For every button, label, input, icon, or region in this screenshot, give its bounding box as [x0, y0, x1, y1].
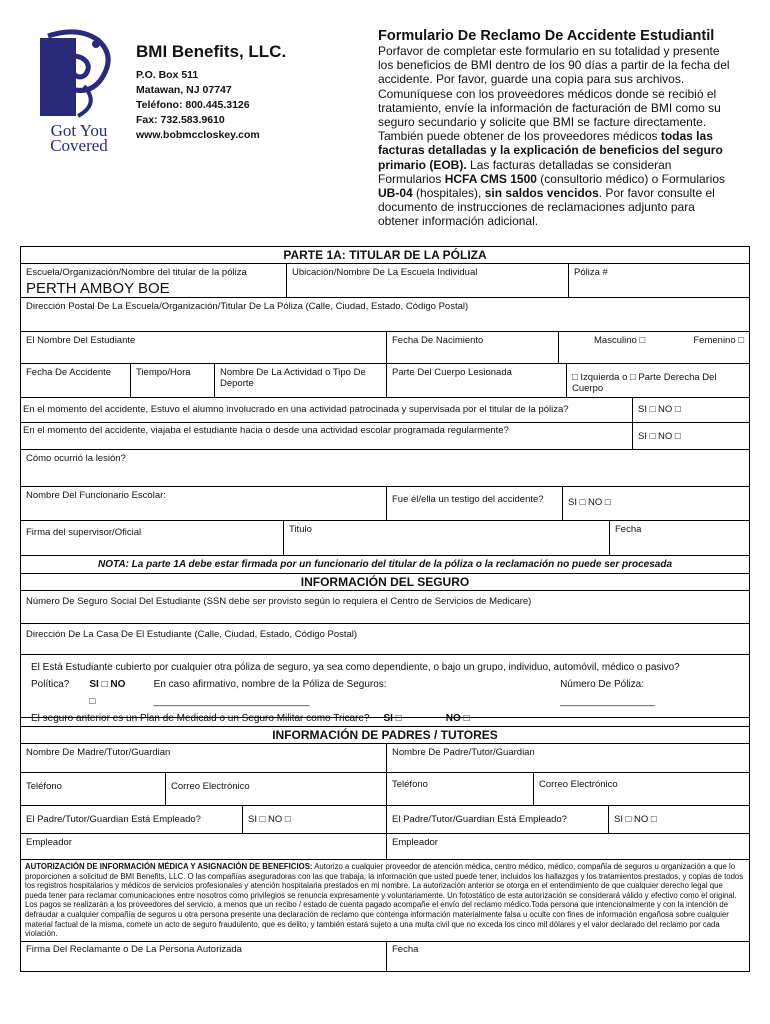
- witness-question: Fue él/ella un testigo del accidente?: [387, 487, 563, 520]
- phone: Teléfono: 800.445.3126: [136, 99, 250, 111]
- claimant-date-field[interactable]: Fecha: [392, 943, 419, 955]
- mother-name-field[interactable]: Nombre De Madre/Tutor/Guardian: [21, 744, 387, 772]
- mailing-address-field[interactable]: Dirección Postal De La Escuela/Organización/Titular De La Póliza (Calle, Ciudad, Estado, Código Postal): [26, 301, 469, 312]
- body-side-checkboxes[interactable]: □ Izquierda o □ Parte Derecha Del Cuerpo: [572, 372, 717, 394]
- city: Matawan, NJ 07747: [136, 84, 232, 96]
- time-field[interactable]: Tiempo/Hora: [131, 364, 215, 397]
- other-coverage-question: El Está Estudiante cubierto por cualquier otra póliza de seguro, ya sea como dependiente, o bajo un grupo, individuo, automóvil, médico o pasivo?: [31, 662, 680, 673]
- traveling-checkboxes[interactable]: SI □ NO □: [638, 431, 681, 442]
- school-official-field[interactable]: Nombre Del Funcionario Escolar:: [21, 487, 387, 520]
- part1-heading: PARTE 1A: TITULAR DE LA PÓLIZA: [21, 247, 749, 264]
- company-name: BMI Benefits, LLC.: [136, 42, 287, 61]
- other-policy-name[interactable]: En caso afirmativo, nombre de la Póliza de Seguros: ____________________________: [153, 679, 387, 707]
- mother-employed-question: El Padre/Tutor/Guardian Está Empleado?: [21, 806, 243, 833]
- school-value: PERTH AMBOY BOE: [26, 280, 170, 297]
- other-coverage-block: El Está Estudiante cubierto por cualquier otra póliza de seguro, ya sea como dependiente, o bajo un grupo, individuo, automóvil, médico o pasivo? Política? SI □ NO □ En caso afirmativo, nombre de la Póliza de Seguros: ____________________________ Número De Póliza: _________________ El seguro anterior es un Plan de Medicaid o un Seguro Militar como Tricare? SI □ NO □: [21, 655, 749, 718]
- other-policy-number[interactable]: Número De Póliza: _________________: [560, 679, 655, 707]
- mother-employer-field[interactable]: Empleador: [21, 834, 387, 859]
- logo-text-1: Got You: [50, 121, 108, 140]
- father-phone-field[interactable]: Teléfono: [387, 773, 534, 805]
- mother-employed-checkboxes[interactable]: SI □ NO □: [243, 806, 387, 833]
- accident-date-field[interactable]: Fecha De Accidente: [21, 364, 131, 397]
- policy-number-field[interactable]: Póliza #: [574, 267, 608, 278]
- claimant-signature-field[interactable]: Firma Del Reclamante o De La Persona Autorizada: [21, 942, 387, 971]
- supervised-checkboxes[interactable]: SI □ NO □: [638, 404, 681, 415]
- how-injured-field[interactable]: Cómo ocurrió la lesión?: [26, 453, 126, 464]
- intro-paragraph: Porfavor de completar este formulario en su totalidad y presente los beneficios de BMI dentro de los 90 días a partir de la fecha del accidente. Por favor, guarde una copia para sus archivos. Comuníquese con los proveedores médicos donde se recibió el tratamiento, envíe la información de facturación de BMI como su seguro secundario y solicite que BMI se facture directamente. También puede obtener de los proveedores médicos todas las facturas detalladas y la explicación de beneficios del seguro primario (EOB). Las facturas detalladas se consideran Formularios HCFA CMS 1500 (consultorio médico) o Formularios UB-04 (hospitales), sin saldos vencidos. Por favor consulte el documento de instrucciones de reclamaciones adjunto para obtener información adicional.: [378, 44, 730, 229]
- fax: Fax: 732.583.9610: [136, 114, 225, 126]
- student-name-field[interactable]: El Nombre Del Estudiante: [21, 332, 387, 363]
- other-policy-checkboxes[interactable]: SI □ NO □: [89, 679, 126, 707]
- company-info: [136, 42, 286, 143]
- question-traveling: En el momento del accidente, viajaba el estudiante hacia o desde una actividad escolar programada regularmente?: [21, 423, 633, 449]
- female-checkbox[interactable]: Femenino □: [693, 335, 744, 346]
- home-address-field[interactable]: Dirección De La Casa De El Estudiante (Calle, Ciudad, Estado, Código Postal): [26, 629, 358, 640]
- father-name-field[interactable]: Nombre De Padre/Tutor/Guardian: [392, 747, 535, 758]
- logo-text-2: Covered: [50, 136, 108, 155]
- insurance-heading: INFORMACIÓN DEL SEGURO: [21, 574, 749, 591]
- form-title: Formulario De Reclamo De Accidente Estudiantil: [378, 28, 715, 44]
- father-employer-field[interactable]: Empleador: [392, 837, 438, 848]
- ssn-field[interactable]: Número De Seguro Social Del Estudiante (SSN debe ser provisto según lo requiera el Centro de Servicios de Medicare): [26, 596, 532, 607]
- activity-field[interactable]: Nombre De La Actividad o Tipo De Deporte: [215, 364, 387, 397]
- medicaid-no-checkbox[interactable]: NO □: [445, 713, 470, 724]
- mother-phone-field[interactable]: Teléfono: [21, 773, 166, 805]
- supervisor-signature-field[interactable]: Firma del supervisor/Oficial: [21, 521, 284, 555]
- father-employed-question: El Padre/Tutor/Guardian Está Empleado?: [387, 806, 609, 833]
- mother-email-field[interactable]: Correo Electrónico: [166, 773, 387, 805]
- signature-note: NOTA: La parte 1A debe estar firmada por un funcionario del titular de la póliza o la reclamación no puede ser procesada: [21, 556, 749, 574]
- dob-field[interactable]: Fecha De Nacimiento: [387, 332, 559, 363]
- po-box: P.O. Box 511: [136, 69, 199, 81]
- witness-checkboxes[interactable]: SI □ NO □: [568, 497, 611, 508]
- medicaid-si-checkbox[interactable]: SI □: [383, 713, 402, 724]
- date-field[interactable]: Fecha: [615, 524, 642, 535]
- company-logo: [38, 26, 120, 155]
- father-email-field[interactable]: Correo Electrónico: [539, 779, 618, 790]
- title-field[interactable]: Titulo: [284, 521, 610, 555]
- claim-form: [20, 246, 750, 972]
- parents-heading: INFORMACIÓN DE PADRES / TUTORES: [21, 726, 749, 744]
- school-field[interactable]: Escuela/Organización/Nombre del titular de la póliza PERTH AMBOY BOE: [21, 264, 287, 297]
- father-employed-checkboxes[interactable]: SI □ NO □: [614, 814, 657, 825]
- body-part-field[interactable]: Parte Del Cuerpo Lesionada: [387, 364, 567, 397]
- website: www.bobmccloskey.com: [136, 129, 260, 141]
- question-supervised: En el momento del accidente, Estuvo el alumno involucrado en una actividad patrocinada y supervisada por el titular de la póliza?: [21, 398, 633, 422]
- authorization-text: AUTORIZACIÓN DE INFORMACIÓN MÉDICA Y ASIGNACIÓN DE BENEFICIOS: Autorizo a cualquier proveedor de atención médica, centro médico, médico, compañía de seguros u organización a que lo proporcionen a solicitud de BMI Benefits, LLC. O las compañías aseguradoras con las que trabaja, la información que usted puede tener, incluidos los hallazgos y los tratamientos prestados, y copias de todos los registros hospitalarios y médicos de servicios profesionales y atención hospitalaria prestados en mi nombre. La autorización anterior se otorga en el entendimiento de que cualquier derecho legal que pueda tener para reclamar comunicaciones entre nosotros como privilegios se renuncia expresamente y voluntariamente. Un fotostático de esta autorización se considerará válido y efectivo como el original. Los pagos se realizarán a los proveedores del servicio, a menos que un recibo / estado de cuenta pagado acompañe el envío del reclamo médico.Toda persona que intencionalmente y con la intención de defraudar a cualquier compañía de seguros u otra persona presente una declaración de reclamo que contenga información materialmente falsa u oculte con fines de información engañosa sobre cualquier material factual de la misma, comete un acto de seguro fraudulento, que es delito, y también estará sujeto a una multa civil que no exceda los cinco mil dólares y el valor declarado del reclamo por cada violación.: [21, 860, 749, 942]
- location-field[interactable]: Ubicación/Nombre De La Escuela Individual: [287, 264, 569, 297]
- male-checkbox[interactable]: Masculino □: [594, 335, 646, 346]
- logo-swirl-icon: [38, 26, 120, 118]
